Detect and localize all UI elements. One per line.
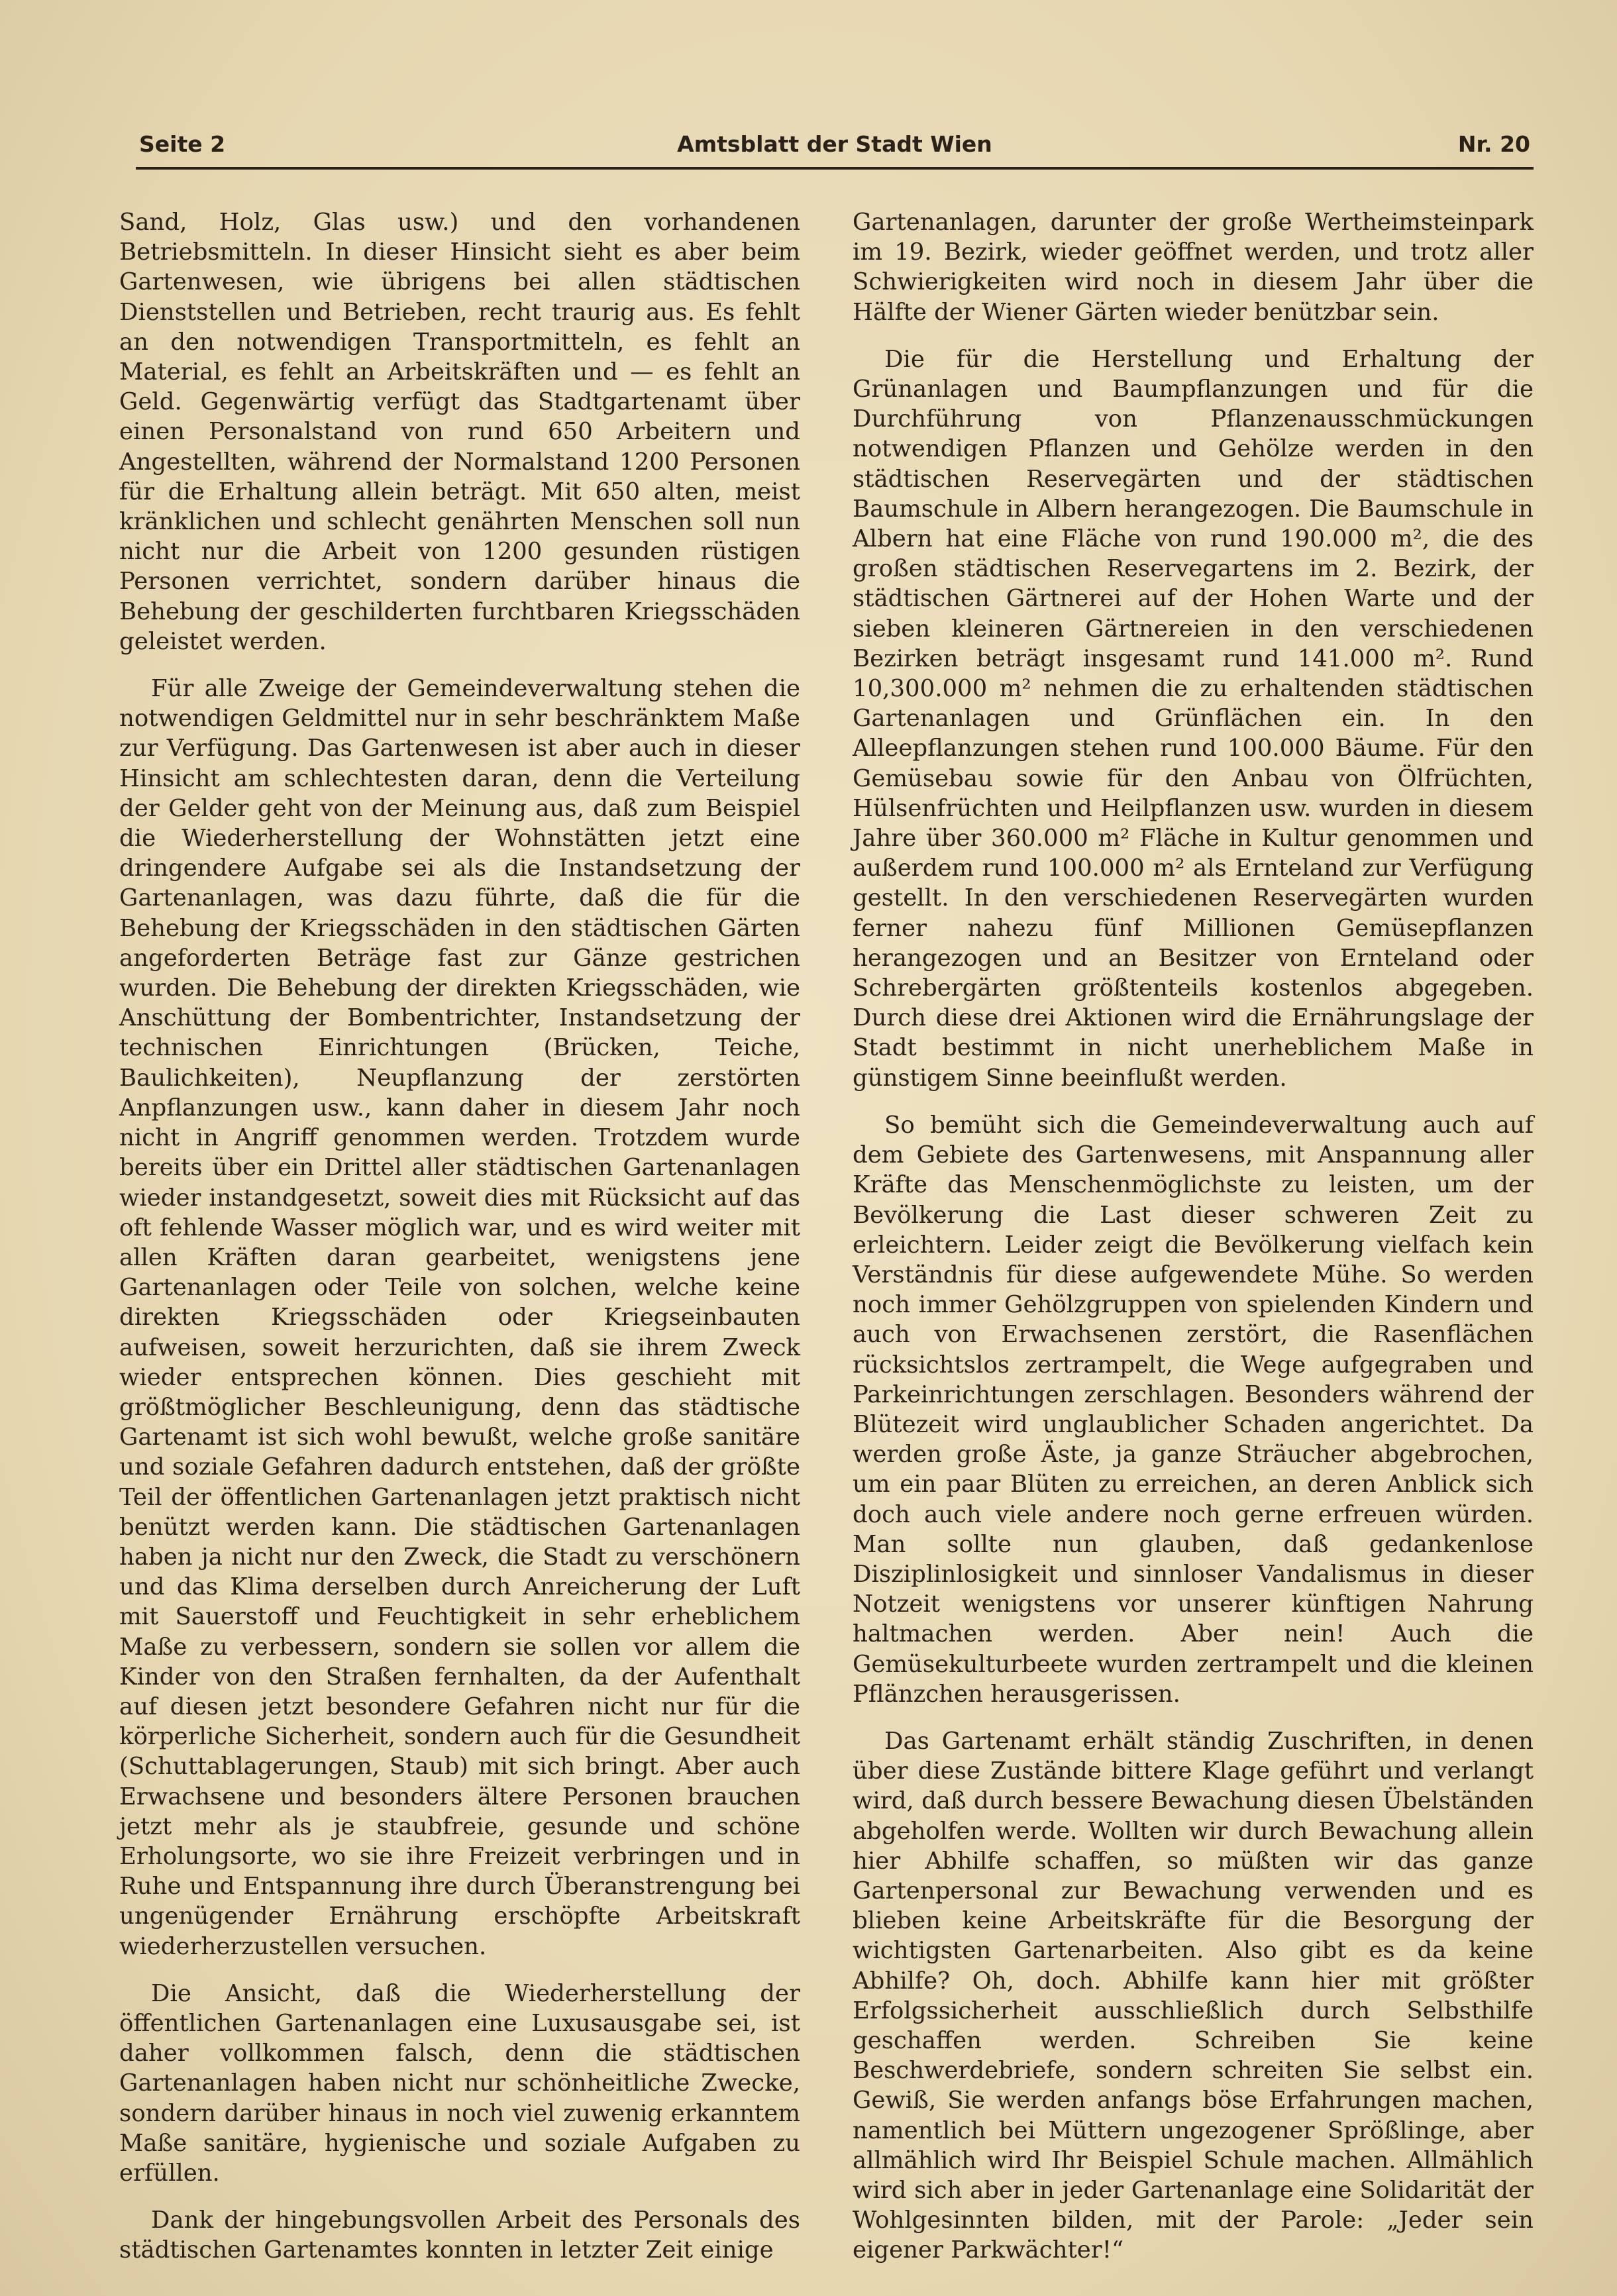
paragraph: Die für die Herstellung und Erhaltung der Grünanlagen und Baumpflanzungen und für die Durchführung von Pflanzenausschmückungen notwendigen Pflanzen und Gehölze werden in den städtischen Reservegärten und der städtischen Baumschule in Albern herangezogen. Die Baumschule in Albern hat eine Fläche von rund 190.000 m², die des großen städtischen Reservegartens im 2. Bezirk, der städtischen Gärtnerei auf der Hohen Warte und der sieben kleineren Gärtnereien in den verschiedenen Bezirken beträgt insgesamt rund 141.000 m². Rund 10,300.000 m² nehmen die zu erhaltenden städtischen Gartenanlagen und Grünflächen ein. In den Alleepflanzungen stehen rund 100.000 Bäume. Für den Gemüsebau sowie für den Anbau von Ölfrüchten, Hülsenfrüchten und Heilpflanzen usw. wurden in diesem Jahre über 360.000 m² Fläche in Kultur genommen und außerdem rund 100.000 m² als Ernteland zur Verfügung gestellt. In den verschiedenen Reservegärten wurden ferner nahezu fünf Millionen Gemüsepflanzen herangezogen und an Besitzer von Ernteland oder Schrebergärten größtenteils kostenlos abgegeben. Durch diese drei Aktionen wird die Ernährungslage der Stadt bestimmt in nicht unerheblichem Maße in günstigem Sinne beeinflußt werden. xyxy=(853,345,1534,1092)
paragraph: Für alle Zweige der Gemeindeverwaltung stehen die notwendigen Geldmittel nur in sehr beschränktem Maße zur Verfügung. Das Gartenwesen ist aber auch in dieser Hinsicht am schlechtesten daran, denn die Verteilung der Gelder geht von der Meinung aus, daß zum Beispiel die Wiederherstellung der Wohnstätten jetzt eine dringendere Aufgabe sei als die Instandsetzung der Gartenanlagen, was dazu führte, daß die für die Behebung der Kriegsschäden in den städtischen Gärten angeforderten Beträge fast zur Gänze gestrichen wurden. Die Behebung der direkten Kriegsschäden, wie Anschüttung der Bombentrichter, Instandsetzung der technischen Einrichtungen (Brücken, Teiche, Baulichkeiten), Neupflanzung der zerstörten Anpflanzungen usw., kann daher in diesem Jahr noch nicht in Angriff genommen werden. Trotzdem wurde bereits über ein Drittel aller städtischen Gartenanlagen wieder instandgesetzt, soweit dies mit Rücksicht auf das oft fehlende Wasser möglich war, und es wird weiter mit allen Kräften daran gearbeitet, wenigstens jene Gartenanlagen oder Teile von solchen, welche keine direkten Kriegsschäden oder Kriegseinbauten aufweisen, soweit herzurichten, daß sie ihrem Zweck wieder entsprechen können. Dies geschieht mit größtmöglicher Beschleunigung, denn das städtische Gartenamt ist sich wohl bewußt, welche große sanitäre und soziale Gefahren dadurch entstehen, daß der größte Teil der öffentlichen Gartenanlagen jetzt praktisch nicht benützt werden kann. Die städtischen Gartenanlagen haben ja nicht nur den Zweck, die Stadt zu verschönern und das Klima derselben durch Anreicherung der Luft mit Sauerstoff und Feuchtigkeit in sehr erheblichem Maße zu verbessern, sondern sie sollen vor allem die Kinder von den Straßen fernhalten, da der Aufenthalt auf diesen jetzt besondere Gefahren nicht nur für die körperliche Sicherheit, sondern auch für die Gesundheit (Schuttablagerungen, Staub) mit sich bringt. Aber auch Erwachsene und besonders ältere Personen brauchen jetzt mehr als je staubfreie, gesunde und schöne Erholungsorte, wo sie ihre Freizeit verbringen und in Ruhe und Entspannung ihre durch Überanstrengung bei ungenügender Ernährung erschöpfte Arbeitskraft wiederherzustellen versuchen. xyxy=(119,675,800,1960)
paragraph: Sand, Holz, Glas usw.) und den vorhandenen Betriebsmitteln. In dieser Hinsicht sieht es aber beim Gartenwesen, wie übrigens bei allen städtischen Dienststellen und Betrieben, recht traurig aus. Es fehlt an den notwendigen Transportmitteln, es fehlt an Material, es fehlt an Arbeitskräften und — es fehlt an Geld. Gegenwärtig verfügt das Stadtgartenamt über einen Personalstand von rund 650 Arbeitern und Angestellten, während der Normalstand 1200 Personen für die Erhaltung allein beträgt. Mit 650 alten, meist kränklichen und schlecht genährten Menschen soll nun nicht nur die Arbeit von 1200 gesunden rüstigen Personen verrichtet, sondern darüber hinaus die Behebung der geschilderten furchtbaren Kriegsschäden geleistet werden. xyxy=(119,209,800,655)
paragraph: Dank der hingebungsvollen Arbeit des Personals des städtischen Gartenamtes konnten in letzter Zeit einige xyxy=(119,2207,800,2264)
paragraph: Gartenanlagen, darunter der große Wertheimsteinpark im 19. Bezirk, wieder geöffnet werden, und trotz aller Schwierigkeiten wird noch in diesem Jahr über die Hälfte der Wiener Gärten wieder benützbar sein. xyxy=(853,209,1534,326)
page-header xyxy=(139,131,1530,164)
right-column xyxy=(853,207,1534,2266)
publication-title: Amtsblatt der Stadt Wien xyxy=(677,131,992,157)
paragraph: Die Ansicht, daß die Wiederherstellung der öffentlichen Gartenanlagen eine Luxusausgabe sei, ist daher vollkommen falsch, denn die städtischen Gartenanlagen haben nicht nur schönheitliche Zwecke, sondern darüber hinaus in noch viel zuwenig erkanntem Maße sanitäre, hygienische und soziale Aufgaben zu erfüllen. xyxy=(119,1979,800,2187)
paragraph: So bemüht sich die Gemeindeverwaltung auch auf dem Gebiete des Gartenwesens, mit Anspannung aller Kräfte das Menschenmöglichste zu leisten, um der Bevölkerung die Last dieser schweren Zeit zu erleichtern. Leider zeigt die Bevölkerung vielfach kein Verständnis für diese aufgewendete Mühe. So werden noch immer Gehölzgruppen von spielenden Kindern und auch von Erwachsenen zerstört, die Rasenflächen rücksichtslos zertrampelt, die Wege aufgegraben und Parkeinrichtungen zerschlagen. Besonders während der Blütezeit wird unglaublicher Schaden angerichtet. Da werden große Äste, ja ganze Sträucher abgebrochen, um ein paar Blüten zu erreichen, an deren Anblick sich doch auch viele andere noch gerne erfreuen würden. Man sollte nun glauben, daß gedankenlose Disziplinlosigkeit und sinnloser Vandalismus in dieser Notzeit wenigstens vor unserer künftigen Nahrung haltmachen werden. Aber nein! Auch die Gemüsekulturbeete wurden zertrampelt und die kleinen Pflänzchen herausgerissen. xyxy=(853,1111,1534,1708)
header-rule xyxy=(136,167,1534,170)
page-number: Seite 2 xyxy=(139,131,226,157)
left-column xyxy=(119,207,800,2266)
issue-number: Nr. 20 xyxy=(1457,131,1530,157)
paragraph: Das Gartenamt erhält ständig Zuschriften, in denen über diese Zustände bittere Klage geführt und verlangt wird, daß durch bessere Bewachung diesen Übelständen abgeholfen werde. Wollten wir durch Bewachung allein hier Abhilfe schaffen, so müßten wir das ganze Gartenpersonal zur Bewachung verwenden und es blieben keine Arbeitskräfte für die Besorgung der wichtigsten Gartenarbeiten. Also gibt es da keine Abhilfe? Oh, doch. Abhilfe kann hier mit größter Erfolgssicherheit ausschließlich durch Selbsthilfe geschaffen werden. Schreiben Sie keine Beschwerdebriefe, sondern schreiten Sie selbst ein. Gewiß, Sie werden anfangs böse Erfahrungen machen, namentlich bei Müttern ungezogener Sprößlinge, aber allmählich wird Ihr Beispiel Schule machen. Allmählich wird sich aber in jeder Gartenanlage eine Solidarität der Wohlgesinnten bilden, mit der Parole: „Jeder sein eigener Parkwächter!“ xyxy=(853,1727,1534,2264)
